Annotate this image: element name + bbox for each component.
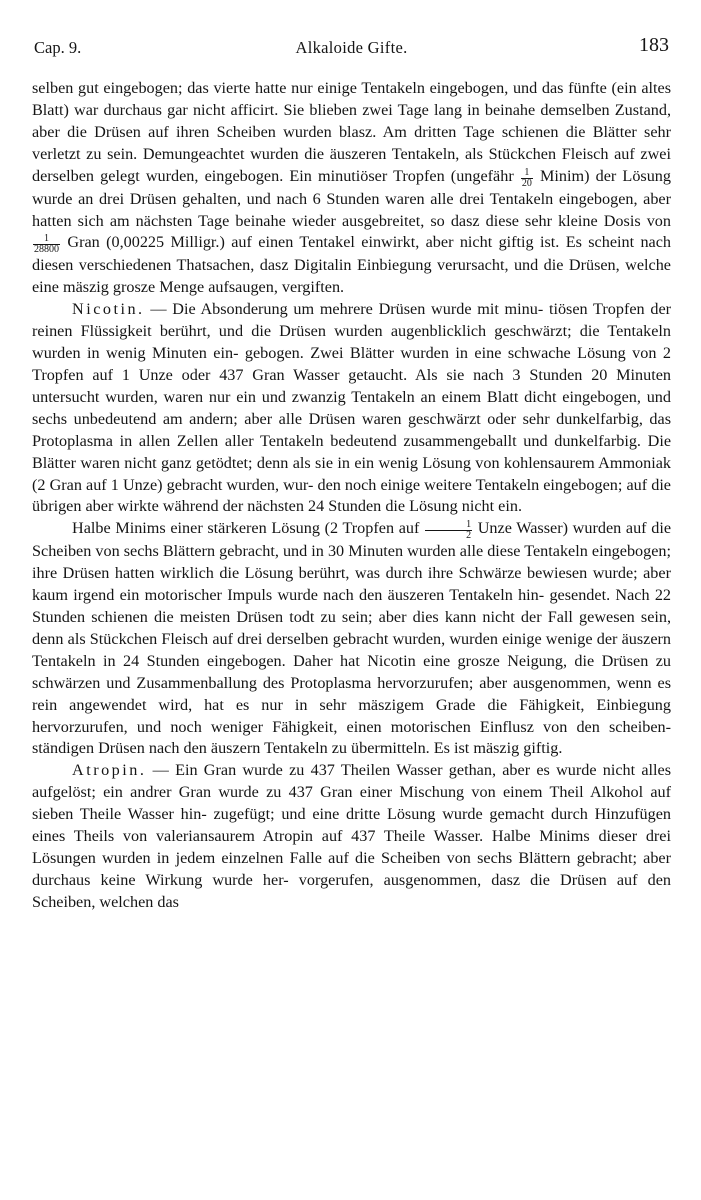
text-line: Tentakeln in 24 Stunden eingebogen. Daher hat Nicotin eine grosze [32, 651, 500, 670]
running-title: Alkaloide Gifte. [295, 38, 408, 57]
text-line: von kohlensaurem Ammoniak (2 Gran auf 1 Unze) gebracht wurden, wur- [32, 453, 672, 494]
running-header [32, 30, 671, 64]
paragraph-atropin [32, 760, 671, 913]
text-line: Stückchen Fleisch auf zwei derselben gelegt wurden, eingebogen. Ein [32, 144, 671, 185]
paragraph-digitalin-continued [32, 78, 671, 299]
text-line: gesendet. Nach 22 Stunden schienen die meisten Drüsen todt zu sein; [32, 586, 672, 627]
text-line: einem Blatt dicht eingebogen, und sechs unbedeutend am andern; aber [32, 387, 671, 428]
text-line: hatten sich am nächsten Tage beinahe wieder ausgebreitet, so dasz diese [32, 211, 519, 230]
text-line: augenblicklich geschwärzt; die Tentakeln wurden in wenig Minuten ein- [32, 322, 671, 363]
page-number: 183 [639, 34, 669, 56]
text-line: auf 1 Unze oder 437 Gran Wasser getaucht. Als sie nach 3 Stunden [92, 365, 583, 384]
text-line: blieben zwei Tage lang in beinahe demselben Zustand, aber die Drüsen [32, 100, 671, 141]
text-line: gebogen. Zwei Blätter wurden in eine schwache Lösung von 2 Tropfen [32, 344, 671, 384]
text-line: gehalten, und nach 6 Stunden waren alle drei Tentakeln eingebogen, aber [182, 189, 672, 208]
text-line: Neigung, die Drüsen zu schwärzen und Zusammenballung des Protoplasma [32, 651, 672, 692]
text-line: aber dies kann nicht der Fall gewesen sein, denn als Stückchen Fleisch [32, 608, 672, 648]
text-line: und das fünfte (ein altes Blatt) war durchaus gar nicht afficirt. Sie [32, 79, 672, 119]
text-line: Lösung berührt, was durch ihre Schwärze bewiesen wurde; aber kaum [32, 564, 671, 605]
text-line: es wurde nicht alles aufgelöst; ein andrer Gran wurde zu 437 Gran [32, 761, 672, 802]
text-line: dieser drei Lösungen wurden in jedem einzelnen Falle auf die Scheiben [32, 827, 671, 867]
section-term-nicotin: Nicotin. [72, 300, 145, 319]
fraction-numerator: 1 [33, 234, 60, 245]
fraction-numerator: 1 [521, 168, 533, 179]
text-fragment: minutiöser Tropfen (ungefähr [318, 166, 514, 185]
text-fragment: Unze Wasser) [477, 519, 568, 538]
body-text [32, 78, 671, 914]
text-line: wirkte während der nächsten 24 Stunden die Lösung nicht ein. [117, 497, 522, 516]
text-line: Theils von valeriansaurem Atropin auf 437 Theile Wasser. Halbe Minims [73, 827, 590, 846]
text-line: und noch weniger Fähigkeit, einen motorischen Einflusz von den scheiben- [136, 717, 671, 736]
text-line: wurden auf die Scheiben von sechs Blättern gebracht, und in 30 Minuten [32, 519, 672, 561]
text-line: den noch einige weitere Tentakeln eingebogen; auf die übrigen aber [32, 475, 671, 516]
text-line: hervorzurufen; aber ausgenommen, wenn es rein angewendet wird, hat [32, 673, 671, 714]
text-line: 20 Minuten untersucht wurden, waren nur ein und zwanzig Tentakeln an [32, 365, 672, 406]
text-line: einer Mischung von einem Theil Alkohol auf sieben Theile Wasser hin- [32, 783, 671, 824]
text-line: Thatsachen, dasz Digitalin Einbiegung verursacht, und die Drüsen, welche [176, 256, 671, 275]
text-fragment: Minim) der Lösung wurde an drei Drüsen [32, 166, 671, 208]
text-line: von sechs Blättern gebracht; aber durchaus keine Wirkung wurde her- [32, 849, 672, 889]
text-line: wurden alle diese Tentakeln eingebogen; ihre Drüsen hatten wirklich die [32, 542, 672, 583]
text-line: — Ein Gran wurde zu 437 Theilen Wasser gethan, aber [152, 761, 531, 780]
text-line: tiösen Tropfen der reinen Flüssigkeit berührt, und die Drüsen wurden [32, 300, 672, 341]
paragraph-nicotin [32, 299, 671, 518]
text-line: vorgerufen, ausgenommen, dasz die Drüsen auf den Scheiben, welchen das [32, 870, 672, 911]
text-line: — Die Absonderung um mehrere Drüsen wurde mit minu- [150, 300, 544, 319]
text-line: Die Blätter waren nicht ganz getödtet; denn als sie in ein wenig Lösung [32, 431, 671, 472]
fraction-denominator: 20 [521, 177, 532, 189]
chapter-label: Cap. 9. [34, 38, 82, 57]
text-line: auf ihren Scheiben wurden blasz. Am dritten Tage schienen die Blätter [148, 122, 637, 141]
fraction-denominator: 28800 [34, 244, 59, 256]
text-line: es nur in sehr mäszigem Grade die Fähigkeit, Einbiegung hervorzurufen, [32, 695, 671, 736]
text-line: eine mäszig grosze Menge aufsaugen, vergiften. [32, 278, 345, 297]
text-line: irgend ein motorischer Impuls wurde nach den äuszeren Tentakeln hin- [73, 586, 545, 605]
text-line: allen Zellen aller Tentakeln bedeutend zusammengeballt und dunkelfarbig. [138, 431, 641, 450]
fraction-one-half [425, 520, 472, 541]
fraction-numerator: 1 [425, 520, 472, 531]
fraction-dose [33, 234, 60, 255]
text-fragment: Halbe Minims einer stärkeren Lösung (2 Tropfen auf [72, 519, 420, 538]
text-line: auf drei derselben gebracht wurden, wurden einige wenige der äuszern [212, 629, 671, 648]
text-line: ständigen Drüsen nach den äuszern Tentakeln zu übermitteln. Es ist [32, 739, 470, 758]
section-term-atropin: Atropin. [72, 761, 147, 780]
text-line: selben gut eingebogen; das vierte hatte nur einige Tentakeln eingebogen, [32, 79, 509, 97]
text-line: zugefügt; und eine dritte Lösung wurde gemacht durch Hinzufügen eines [32, 805, 671, 846]
text-line: sehr verletzt zu sein. Demungeachtet wurden die äuszeren Tentakeln, als [32, 122, 671, 163]
paragraph-halbe-minims [32, 518, 671, 760]
text-line: alle Drüsen waren geschwärzt oder sehr dunkelfarbig, das Protoplasma in [32, 409, 672, 450]
fraction-denominator: 2 [466, 530, 472, 542]
text-line: mäszig giftig. [473, 739, 563, 758]
text-fragment: sehr kleine Dosis von [525, 211, 671, 230]
text-fragment: Gran (0,00225 Milligr.) auf einen Tentakel [67, 233, 355, 252]
fraction-one-twentieth [521, 168, 533, 189]
text-line: einwirkt, aber nicht giftig ist. Es scheint nach diesen verschiedenen [32, 233, 672, 275]
